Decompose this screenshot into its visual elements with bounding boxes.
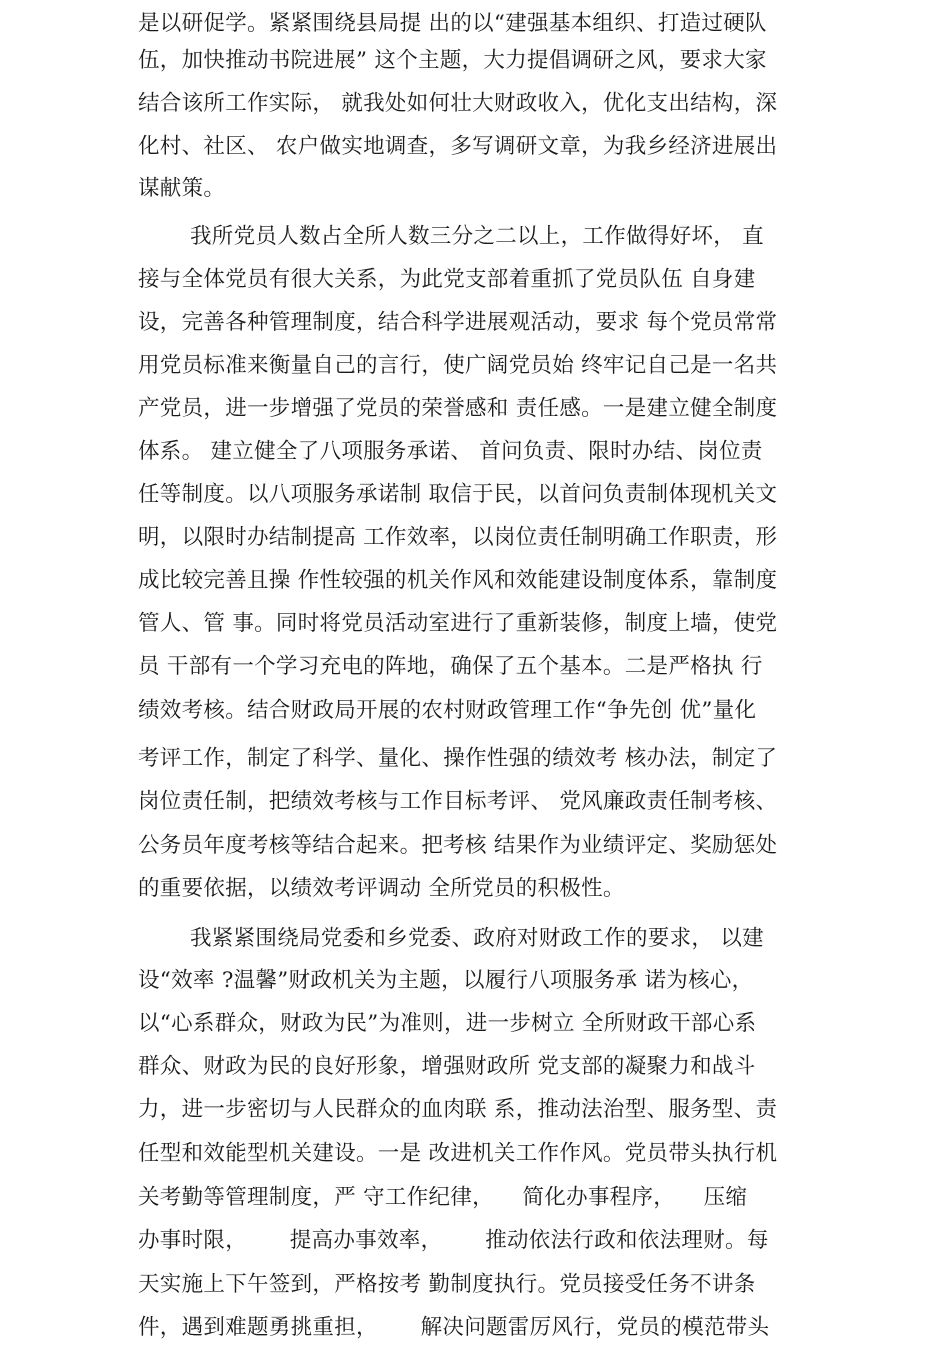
- text-line: 我所党员人数占全所人数三分之二以上，工作做得好坏， 直: [190, 224, 764, 249]
- text-line: 群众、财政为民的良好形象，增强财政所 党支部的凝聚力和战斗: [138, 1054, 756, 1079]
- text-line: 绩效考核。结合财政局开展的农村财政管理工作“争先创 优”量化: [138, 698, 757, 723]
- text-line: 的重要依据，以绩效考评调动 全所党员的积极性。: [138, 876, 625, 901]
- text-line: 员 干部有一个学习充电的阵地，确保了五个基本。二是严格执 行: [138, 654, 763, 679]
- text-line: 设“效率 ?温馨”财政机关为主题，以履行八项服务承 诺为核心，: [138, 968, 754, 993]
- text-line: 岗位责任制，把绩效考核与工作目标考评、 党风廉政责任制考核、: [138, 789, 778, 814]
- text-line: 伍，加快推动书院进展” 这个主题，大力提倡调研之风，要求大家: [138, 48, 767, 73]
- text-line: 产党员，进一步增强了党员的荣誉感和 责任感。一是建立健全制度: [138, 396, 778, 421]
- text-line: 接与全体党员有很大关系，为此党支部着重抓了党员队伍 自身建: [138, 267, 756, 292]
- text-line: 关考勤等管理制度，严 守工作纪律， 简化办事程序， 压缩: [138, 1185, 748, 1210]
- text-line: 化村、社区、 农户做实地调查，多写调研文章，为我乡经济进展出: [138, 134, 778, 159]
- text-line: 考评工作，制定了科学、量化、操作性强的绩效考 核办法，制定了: [138, 746, 778, 771]
- text-line: 任等制度。以八项服务承诺制 取信于民，以首问负责制体现机关文: [138, 482, 778, 507]
- text-line: 公务员年度考核等结合起来。把考核 结果作为业绩评定、奖励惩处: [138, 833, 778, 858]
- text-line: 用党员标准来衡量自己的言行，使广阔党员始 终牢记自己是一名共: [138, 353, 778, 378]
- text-line: 成比较完善且操 作性较强的机关作风和效能建设制度体系，靠制度: [138, 568, 778, 593]
- text-line: 天实施上下午签到，严格按考 勤制度执行。党员接受任务不讲条: [138, 1272, 756, 1297]
- text-line: 是以研促学。紧紧围绕县局提 出的以“建强基本组织、打造过硬队: [138, 11, 767, 36]
- text-line: 明，以限时办结制提高 工作效率，以岗位责任制明确工作职责，形: [138, 525, 778, 550]
- text-line: 力，进一步密切与人民群众的血肉联 系，推动法治型、服务型、责: [138, 1097, 778, 1122]
- text-line: 我紧紧围绕局党委和乡党委、政府对财政工作的要求， 以建: [190, 926, 764, 951]
- text-line: 设，完善各种管理制度，结合科学进展观活动，要求 每个党员常常: [138, 310, 778, 335]
- text-line: 管人、管 事。同时将党员活动室进行了重新装修，制度上墙，使党: [138, 611, 778, 636]
- text-line: 件，遇到难题勇挑重担， 解决问题雷厉风行，党员的模范带头: [138, 1315, 770, 1340]
- text-line: 以“心系群众，财政为民”为准则，进一步树立 全所财政干部心系: [138, 1011, 757, 1036]
- text-line: 办事时限， 提高办事效率， 推动依法行政和依法理财。每: [138, 1228, 769, 1253]
- text-line: 体系。 建立健全了八项服务承诺、 首问负责、限时办结、岗位责: [138, 439, 763, 464]
- text-line: 谋献策。: [138, 176, 226, 201]
- text-line: 结合该所工作实际， 就我处如何壮大财政收入，优化支出结构，深: [138, 91, 778, 116]
- text-line: 任型和效能型机关建设。一是 改进机关工作作风。党员带头执行机: [138, 1141, 778, 1166]
